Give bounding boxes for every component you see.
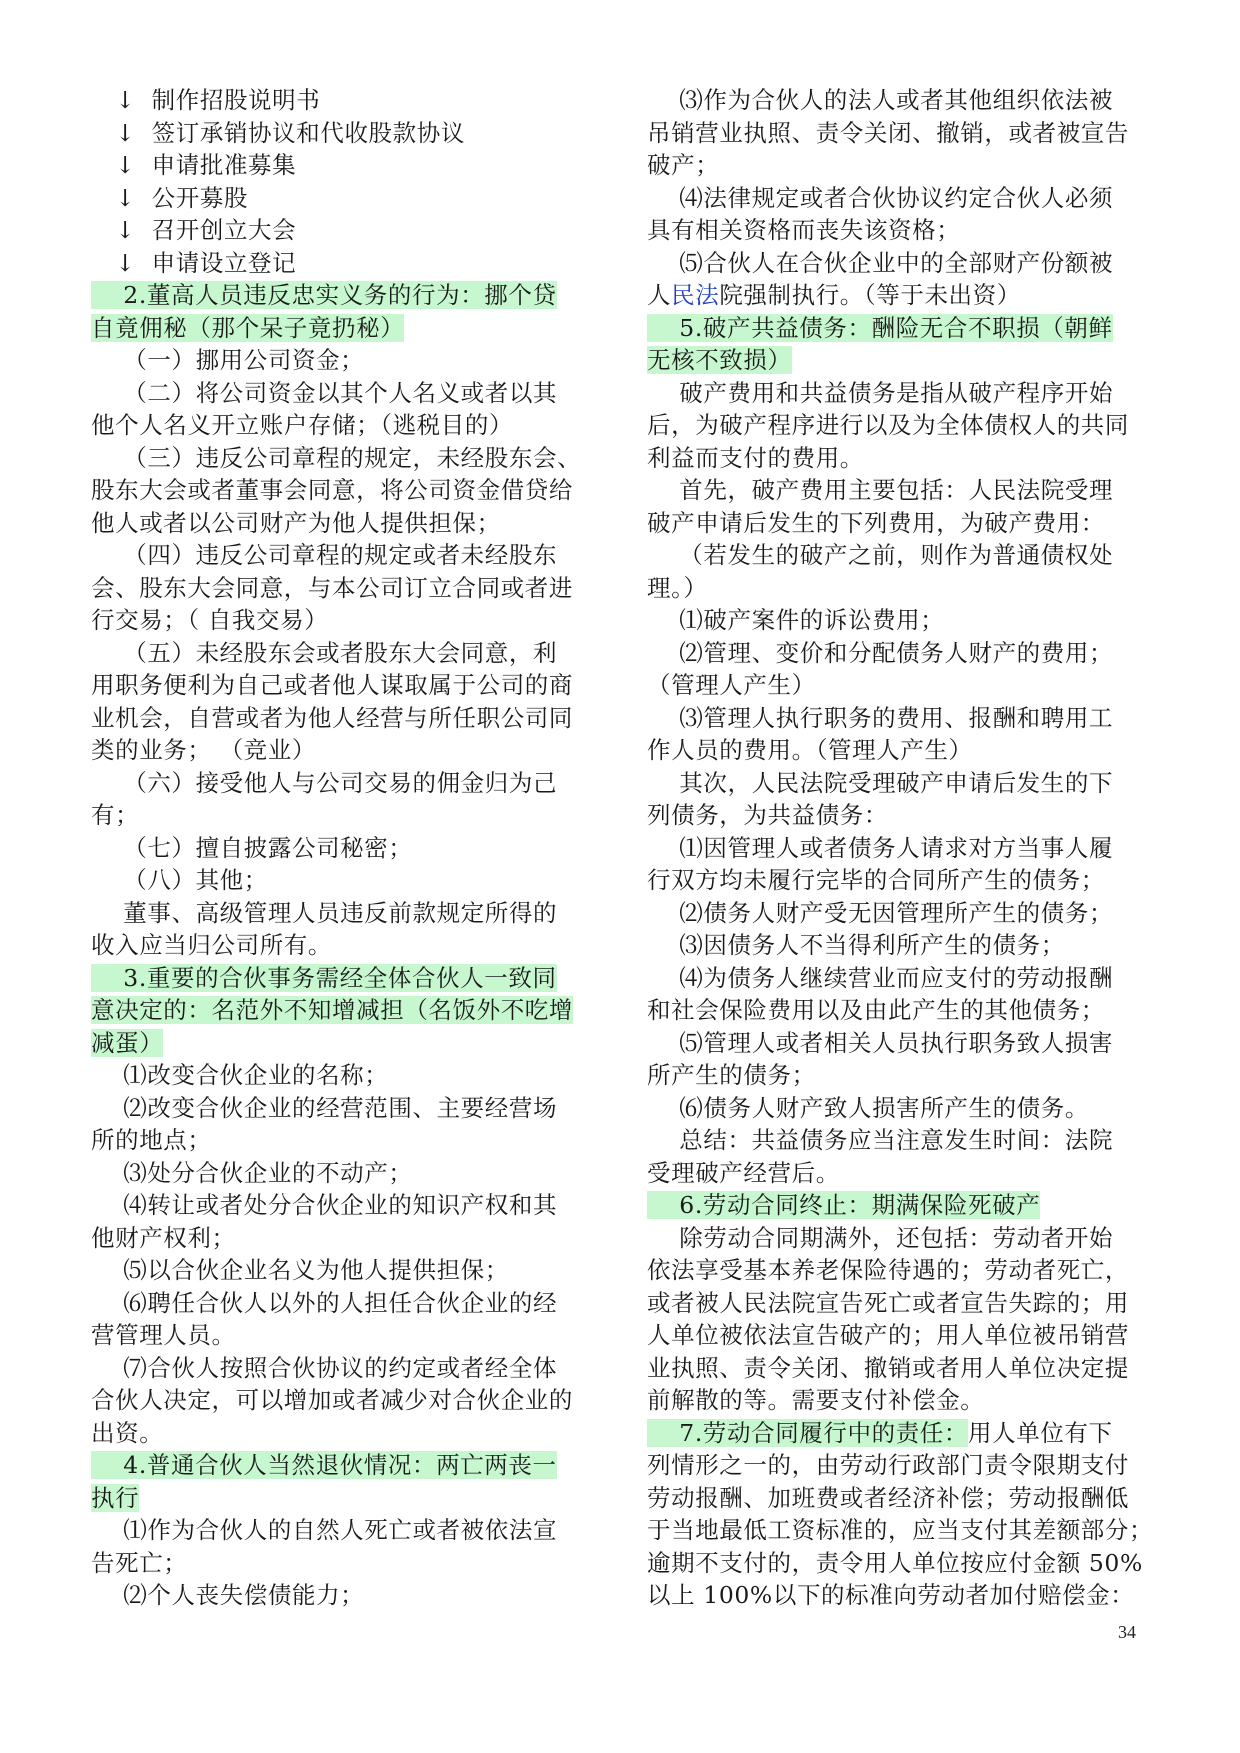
highlighted-heading: 4.普通合伙人当然退伙情况：两亡两丧一 <box>91 1451 557 1479</box>
line-text: ⑵债务人财产受无因管理所产生的债务； <box>647 898 1114 927</box>
text-line <box>647 1319 1149 1352</box>
line-text: 逾期不支付的，责令用人单位按应付金额 50% <box>647 1548 1143 1577</box>
line-text: （二）将公司资金以其个人名义或者以其 <box>91 378 558 407</box>
text-line <box>647 1287 1149 1320</box>
line-text: 股东大会或者董事会同意，将公司资金借贷给 <box>91 476 573 504</box>
text-line <box>91 507 596 540</box>
text-line <box>91 897 596 930</box>
line-text: 列债务，为共益债务： <box>647 801 888 829</box>
text-line <box>647 247 1149 280</box>
text-line <box>647 1124 1149 1157</box>
line-text: 前解散的等。需要支付补偿金。 <box>647 1386 985 1414</box>
text-line <box>647 214 1149 247</box>
line-text: ↓ 申请设立登记 <box>91 248 297 277</box>
line-text: ⑵改变合伙企业的经营范围、主要经营场 <box>91 1093 558 1122</box>
line-text: 理。） <box>647 573 708 602</box>
text-line <box>91 669 596 702</box>
highlighted-heading: 7.劳动合同履行中的责任： <box>647 1418 969 1447</box>
text-line <box>91 832 596 865</box>
text-line <box>91 117 596 150</box>
text-line <box>647 604 1149 637</box>
text-line <box>91 994 596 1027</box>
line-text: ⑸管理人或者相关人员执行职务致人损害 <box>647 1028 1114 1057</box>
line-text: 合伙人决定，可以增加或者减少对合伙企业的 <box>91 1386 573 1414</box>
text-line <box>647 669 1149 702</box>
line-text: ⑶作为合伙人的法人或者其他组织依法被 <box>647 86 1114 114</box>
text-line <box>91 442 596 475</box>
text-line <box>91 864 596 897</box>
text-line <box>91 929 596 962</box>
line-text: ⑴作为合伙人的自然人死亡或者被依法宣 <box>91 1516 558 1544</box>
text-line <box>91 279 596 312</box>
text-line <box>647 312 1149 345</box>
line-text: ⑵个人丧失偿债能力； <box>91 1581 365 1609</box>
text-line <box>91 1482 596 1515</box>
text-line <box>91 1254 596 1287</box>
highlighted-heading: 执行 <box>91 1483 140 1512</box>
line-text: ⑸以合伙企业名义为他人提供担保； <box>91 1256 509 1284</box>
text-line <box>91 572 596 605</box>
line-text: ⑶管理人执行职务的费用、报酬和聘用工 <box>647 703 1114 732</box>
highlighted-heading: 6.劳动合同终止：期满保险死破产 <box>647 1191 1041 1219</box>
line-text: 类的业务； （竞业） <box>91 736 316 764</box>
text-line <box>91 1287 596 1320</box>
line-text: 所产生的债务； <box>647 1061 816 1089</box>
line-text: 劳动报酬、加班费或者经济补偿；劳动报酬低 <box>647 1483 1129 1512</box>
text-line <box>647 474 1149 507</box>
highlighted-heading: 自竟佣秘（那个呆子竟扔秘） <box>91 313 405 342</box>
line-text: ⑺合伙人按照合伙协议的约定或者经全体 <box>91 1353 558 1382</box>
line-text: 业机会，自营或者为他人经营与所任职公司同 <box>91 703 573 732</box>
line-text: （四）违反公司章程的规定或者未经股东 <box>91 541 558 569</box>
text-line <box>647 1449 1149 1482</box>
text-line <box>91 312 596 345</box>
line-text: 所的地点； <box>91 1126 212 1154</box>
text-line <box>91 1417 596 1450</box>
line-text: 列情形之一的，由劳动行政部门责令限期支付 <box>647 1451 1129 1479</box>
line-text: ⑹债务人财产致人损害所产生的债务。 <box>647 1093 1089 1122</box>
line-text: 破产申请后发生的下列费用，为破产费用： <box>647 508 1105 537</box>
text-line <box>647 864 1149 897</box>
line-text: （三）违反公司章程的规定，未经股东会、 <box>91 443 582 472</box>
line-text: 他个人名义开立账户存储；（逃税目的） <box>91 411 514 439</box>
text-line <box>647 279 1149 312</box>
line-text: 以上 100%以下的标准向劳动者加付赔偿金： <box>647 1581 1135 1609</box>
text-line <box>91 1319 596 1352</box>
text-line <box>91 962 596 995</box>
line-text: ↓ 公开募股 <box>91 183 249 212</box>
text-line <box>91 734 596 767</box>
line-text: 总结：共益债务应当注意发生时间：法院 <box>647 1126 1114 1154</box>
text-line <box>647 962 1149 995</box>
text-line <box>647 149 1149 182</box>
line-text: ⑵管理、变价和分配债务人财产的费用； <box>647 638 1114 667</box>
line-text: 告死亡； <box>91 1548 188 1577</box>
line-text: （一）挪用公司资金； <box>91 346 365 374</box>
text-line <box>91 1579 596 1612</box>
line-text: 业执照、责令关闭、撤销或者用人单位决定提 <box>647 1353 1129 1382</box>
text-line <box>647 117 1149 150</box>
text-line <box>647 1157 1149 1190</box>
line-text: ⑶处分合伙企业的不动产； <box>91 1158 413 1187</box>
line-text: 出资。 <box>91 1418 164 1447</box>
line-text: ⑷为债务人继续营业而应支付的劳动报酬 <box>647 963 1114 992</box>
text-line <box>91 1027 596 1060</box>
line-text: 院强制执行。（等于未出资） <box>719 281 1021 309</box>
text-line <box>647 1254 1149 1287</box>
text-line <box>91 1352 596 1385</box>
highlighted-heading: 5.破产共益债务：酬险无合不职损（朝鲜 <box>647 313 1113 342</box>
text-line <box>91 344 596 377</box>
line-text: 用职务便利为自己或者他人谋取属于公司的商 <box>91 671 573 699</box>
highlighted-heading: 2.董高人员违反忠实义务的行为：挪个贷 <box>91 281 557 309</box>
line-text: 用人单位有下 <box>968 1418 1113 1447</box>
line-text: 作人员的费用。（管理人产生） <box>647 736 973 764</box>
line-text: ⑴因管理人或者债务人请求对方当事人履 <box>647 833 1114 862</box>
line-text: 具有相关资格而丧失该资格； <box>647 216 961 244</box>
line-text: 董事、高级管理人员违反前款规定所得的 <box>91 898 558 927</box>
text-line <box>647 799 1149 832</box>
line-text: ⑷法律规定或者合伙协议约定合伙人必须 <box>647 183 1114 212</box>
line-text: ⑴改变合伙企业的名称； <box>91 1061 389 1089</box>
line-text: ↓ 签订承销协议和代收股款协议 <box>91 118 465 147</box>
line-text: 后，为破产程序进行以及为全体债权人的共同 <box>647 411 1129 439</box>
text-line <box>91 702 596 735</box>
line-text: 行双方均未履行完毕的合同所产生的债务； <box>647 866 1105 894</box>
line-text: 其次，人民法院受理破产申请后发生的下 <box>647 768 1114 797</box>
text-line <box>91 1514 596 1547</box>
text-line <box>647 442 1149 475</box>
line-text: ↓ 申请批准募集 <box>91 151 297 179</box>
line-text: 利益而支付的费用。 <box>647 443 864 472</box>
text-line <box>647 994 1149 1027</box>
text-line <box>647 1579 1149 1612</box>
line-text: 人 <box>647 281 672 309</box>
line-text: 受理破产经营后。 <box>647 1158 840 1187</box>
text-line <box>647 572 1149 605</box>
line-text: 他财产权利； <box>91 1223 236 1252</box>
text-line <box>91 1449 596 1482</box>
line-text: ⑶因债务人不当得利所产生的债务； <box>647 931 1065 959</box>
blue-text: 民法 <box>671 281 720 309</box>
text-line <box>647 832 1149 865</box>
line-text: 行交易；（ 自我交易） <box>91 606 329 634</box>
line-text: （八）其他； <box>91 866 268 894</box>
text-line <box>91 1059 596 1092</box>
line-text: 人单位被依法宣告破产的；用人单位被吊销营 <box>647 1321 1129 1349</box>
text-line <box>647 539 1149 572</box>
text-line <box>647 1417 1149 1450</box>
text-line <box>91 1222 596 1255</box>
line-text: 依法享受基本养老保险待遇的；劳动者死亡， <box>647 1256 1129 1284</box>
text-line <box>647 1222 1149 1255</box>
text-line <box>91 637 596 670</box>
page-number: 34 <box>1118 1622 1136 1642</box>
text-line <box>91 247 596 280</box>
line-text: 首先，破产费用主要包括：人民法院受理 <box>647 476 1114 504</box>
highlighted-heading: 无核不致损） <box>647 346 792 374</box>
text-line <box>647 1092 1149 1125</box>
line-text: ↓ 制作招股说明书 <box>91 86 321 114</box>
line-text: 吊销营业执照、责令关闭、撤销，或者被宣告 <box>647 118 1129 147</box>
text-line <box>91 182 596 215</box>
text-line <box>647 637 1149 670</box>
line-text: ⑴破产案件的诉讼费用； <box>647 606 945 634</box>
text-line <box>647 1547 1149 1580</box>
left-column <box>91 84 596 1612</box>
text-line <box>91 377 596 410</box>
line-text: （若发生的破产之前，则作为普通债权处 <box>647 541 1114 569</box>
highlighted-heading: 意决定的：名范外不知增减担（名饭外不吃增 <box>91 996 573 1024</box>
text-line <box>91 604 596 637</box>
line-text: 于当地最低工资标准的，应当支付其差额部分； <box>647 1516 1154 1544</box>
line-text: 收入应当归公司所有。 <box>91 931 332 959</box>
line-text: （管理人产生） <box>647 671 816 699</box>
line-text: 除劳动合同期满外，还包括：劳动者开始 <box>647 1223 1114 1252</box>
line-text: ⑷转让或者处分合伙企业的知识产权和其 <box>91 1191 558 1219</box>
text-line <box>91 1547 596 1580</box>
text-line <box>647 767 1149 800</box>
text-line <box>91 474 596 507</box>
text-line <box>647 897 1149 930</box>
line-text: ⑹聘任合伙人以外的人担任合伙企业的经 <box>91 1288 558 1317</box>
text-line <box>91 214 596 247</box>
line-text: 和社会保险费用以及由此产生的其他债务； <box>647 996 1105 1024</box>
text-line <box>647 1027 1149 1060</box>
line-text: 会、股东大会同意，与本公司订立合同或者进 <box>91 573 573 602</box>
line-text: 营管理人员。 <box>91 1321 236 1349</box>
text-line <box>91 799 596 832</box>
line-text: 他人或者以公司财产为他人提供担保； <box>91 508 501 537</box>
text-line <box>647 702 1149 735</box>
line-text: （六）接受他人与公司交易的佣金归为己 <box>91 768 558 797</box>
text-line <box>647 1189 1149 1222</box>
text-line <box>91 149 596 182</box>
text-line <box>91 1124 596 1157</box>
text-line <box>91 539 596 572</box>
text-line <box>647 1482 1149 1515</box>
line-text: （五）未经股东会或者股东大会同意，利 <box>91 638 558 667</box>
right-column <box>647 84 1154 1612</box>
line-text: ⑸合伙人在合伙企业中的全部财产份额被 <box>647 248 1114 277</box>
highlighted-heading: 3.重要的合伙事务需经全体合伙人一致同 <box>91 963 557 992</box>
text-line <box>647 377 1149 410</box>
line-text: 破产； <box>647 151 720 179</box>
text-line <box>91 1157 596 1190</box>
text-line <box>647 1352 1149 1385</box>
text-line <box>647 929 1149 962</box>
line-text: 破产费用和共益债务是指从破产程序开始 <box>647 378 1114 407</box>
text-line <box>647 1514 1154 1547</box>
text-line <box>647 734 1149 767</box>
line-text: ↓ 召开创立大会 <box>91 216 297 244</box>
line-text: 或者被人民法院宣告死亡或者宣告失踪的；用 <box>647 1288 1129 1317</box>
text-line <box>647 1384 1149 1417</box>
text-line <box>647 409 1149 442</box>
text-line <box>91 409 596 442</box>
text-line <box>647 344 1149 377</box>
line-text: （七）擅自披露公司秘密； <box>91 833 413 862</box>
text-line <box>647 507 1149 540</box>
text-line <box>91 1092 596 1125</box>
highlighted-heading: 减蛋） <box>91 1028 164 1057</box>
text-line <box>647 1059 1149 1092</box>
line-text: 有； <box>91 801 140 829</box>
text-line <box>647 84 1149 117</box>
text-line <box>91 84 596 117</box>
text-line <box>91 1189 596 1222</box>
text-line <box>91 767 596 800</box>
text-line <box>647 182 1149 215</box>
text-line <box>91 1384 596 1417</box>
